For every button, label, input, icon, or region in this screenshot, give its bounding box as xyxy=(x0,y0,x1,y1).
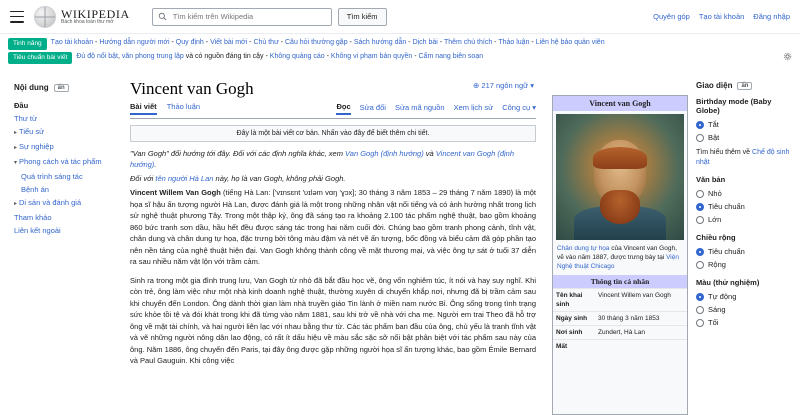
lead-paragraph-1 xyxy=(130,187,536,268)
infobox-row-death xyxy=(553,339,687,353)
radio-birthday-on[interactable] xyxy=(696,131,790,144)
globe-icon xyxy=(34,6,56,28)
namespace-tabs xyxy=(130,102,200,115)
notice-banners xyxy=(0,34,800,69)
subject-name-bold: Vincent Willem Van Gogh xyxy=(130,188,221,197)
caption-link[interactable]: Viện Nghệ thuật Chicago xyxy=(557,254,679,270)
radio-text-small[interactable] xyxy=(696,187,790,200)
article-tabs xyxy=(130,102,536,119)
radio-width-wide[interactable] xyxy=(696,258,790,271)
option-label: Tiêu chuẩn xyxy=(708,202,745,211)
infobox-value: Vincent Willem van Gogh xyxy=(598,292,671,299)
chevron-down-icon: ▾ xyxy=(532,103,536,112)
infobox-key: Mất xyxy=(556,343,568,350)
toc-hide-button[interactable]: ẩn xyxy=(54,84,69,92)
hatnote-text: . xyxy=(154,160,157,169)
chevron-right-icon: ▸ xyxy=(14,145,18,151)
banner-features xyxy=(8,38,792,50)
toc-header xyxy=(14,83,112,92)
toc-item-label: Phong cách và tác phẩm xyxy=(19,157,102,166)
option-label: Tắt xyxy=(708,120,719,129)
banner-links: Đủ độ nổi bật, văn phong trung lập và có nguồn đáng tin cậy - Không quảng cáo - Không vi phạm bản quyền - Cẩm nang biên soạn xyxy=(76,53,484,60)
toc-item-di-san[interactable] xyxy=(14,196,112,211)
banner-link[interactable]: Không quảng cáo xyxy=(269,53,325,60)
hatnote-redirect xyxy=(130,148,536,170)
hatnote-text: "Van Gogh" đổi hướng tới đây. Đối với các định nghĩa khác, xem xyxy=(130,149,346,158)
toc-item-qua-trinh-sang-tac[interactable]: Quá trình sáng tác xyxy=(21,172,83,181)
toc-item-thu-tu[interactable]: Thư từ xyxy=(14,114,37,123)
banner-link[interactable]: Dịch bài xyxy=(412,39,438,46)
portrait-hair xyxy=(593,147,647,169)
toc-item-dau[interactable]: Đầu xyxy=(14,101,29,110)
radio-icon xyxy=(696,248,704,256)
toc-item-tieu-su[interactable] xyxy=(14,125,112,140)
toc-list xyxy=(14,99,112,237)
login-link[interactable]: Đăng nhập xyxy=(753,12,790,21)
infobox-title: Vincent van Gogh xyxy=(553,96,687,111)
option-label: Rộng xyxy=(708,260,726,269)
hatnote-text: Đối với xyxy=(130,174,156,183)
infobox-value xyxy=(595,340,601,353)
top-header xyxy=(0,0,800,34)
hatnote-text: này, họ là van Gogh, không phải Gogh. xyxy=(213,174,346,183)
good-article-notice xyxy=(130,125,536,142)
radio-icon xyxy=(696,319,704,327)
radio-width-standard[interactable] xyxy=(696,245,790,258)
banner-link[interactable]: Liên hệ bảo quản viên xyxy=(535,39,605,46)
toc-item-label: Di sản và đánh giá xyxy=(19,198,82,207)
search-icon xyxy=(158,12,167,21)
banner-links: Tạo tài khoản - Hướng dẫn người mới - Quy định - Viết bài mới - Chủ thư - Câu hỏi thường gặp - Sách hướng dẫn - Dịch bài - Thêm chú thích - Thảo luận - Liên hệ bảo quản viên xyxy=(50,39,605,46)
account-links xyxy=(653,12,790,21)
tab-history[interactable]: Xem lịch sử xyxy=(453,103,494,112)
radio-color-dark[interactable] xyxy=(696,316,790,329)
infobox-caption xyxy=(553,243,687,275)
radio-icon xyxy=(696,121,704,129)
group-label-color: Màu (thử nghiệm) xyxy=(696,278,760,287)
search-button[interactable]: Tìm kiếm xyxy=(338,8,387,26)
tab-edit[interactable]: Sửa đổi xyxy=(359,103,386,112)
hatnote-dutch-name xyxy=(130,173,536,184)
banner-link[interactable]: Không vi phạm bản quyền xyxy=(330,53,413,60)
option-label: Tiêu chuẩn xyxy=(708,247,745,256)
radio-icon xyxy=(696,134,704,142)
hatnote-link[interactable]: tên người Hà Lan xyxy=(155,174,214,183)
search-input[interactable] xyxy=(171,11,326,22)
radio-color-light[interactable] xyxy=(696,303,790,316)
lead-paragraph-2: Sinh ra trong một gia đình trung lưu, Van Gogh từ nhỏ đã bắt đầu học vẽ, ông vốn nghiêm túc, ít nói và hay suy nghĩ. Khi còn trẻ, ông làm việc như một nhà kinh doanh nghệ thuật, thường xuyên di chuyển khắp nơi, nhưng đã bị trầm cảm sau khi chuyển đến London. Ông dành thời gian làm nhà truyền giáo Tin lành ở miền nam nước Bỉ. Ông sống trong tình trạng sức khỏe tồi tệ và đói khát trong khi đã từng vào năm 1881, sau khi trở về nhà với cha mẹ. Người em trai Theo đã hỗ trợ ông về mặt tài chính, và hai người liên lạc với nhau bằng thư từ. Các tác phẩm ban đầu của ông, chủ yếu là tranh tĩnh vật và vẽ những người nông dân lao động, có rất ít dấu hiệu về màu sắc sặc sỡ nổi bật phân biệt với tác phẩm sau này của ông. Năm 1886, ông chuyển đến Paris, tại đây ông được gặp những người họa sĩ ấn tượng khác, bao gồm Émile Bernard và Paul Gauguin. Khi công việc xyxy=(130,275,536,365)
banner-link[interactable]: Thêm chú thích xyxy=(443,39,493,46)
tab-tools[interactable] xyxy=(502,103,536,114)
option-label: Sáng xyxy=(708,305,726,314)
banner-link[interactable]: Câu hỏi thường gặp xyxy=(285,39,348,46)
tab-article[interactable]: Bài viết xyxy=(130,102,157,115)
view-tabs xyxy=(336,102,536,115)
banner-link[interactable]: Sách hướng dẫn xyxy=(353,39,407,46)
globe-small-icon: ⊕ xyxy=(473,81,480,90)
option-label: Tự động xyxy=(708,292,737,301)
banner-link[interactable]: Cẩm nang biên soạn xyxy=(418,53,484,60)
tab-edit-source[interactable]: Sửa mã nguồn xyxy=(394,103,445,112)
article-main xyxy=(120,69,544,415)
option-label: Nhỏ xyxy=(708,189,722,198)
radio-icon xyxy=(696,261,704,269)
page-body xyxy=(0,69,800,415)
banner-link[interactable]: Tạo tài khoản xyxy=(50,39,94,46)
appearance-panel xyxy=(688,69,800,415)
infobox-section-personal: Thông tin cá nhân xyxy=(553,275,687,288)
infobox-row-birthdate xyxy=(553,311,687,325)
toc-item-label: Sự nghiệp xyxy=(19,142,54,151)
infobox-key: Tên khai sinh xyxy=(556,292,583,308)
paragraph-text: (tiếng Hà Lan: ['vɪnsɛnt 'ʋɪləm vɑŋ 'ɣɔx]; 30 tháng 3 năm 1853 – 29 tháng 7 năm 1890) là một họa sĩ hậu ấn tượng người Hà Lan, được đánh giá là một trong những nhân vật nổi tiếng và có ảnh hưởng nhất trong lịch sử nghệ thuật phương Tây. Trong một thập kỷ, ông đã sáng tạo ra khoảng 2.100 tác phẩm nghệ thuật, bao gồm khoảng 860 bức tranh sơn dầu, hầu hết đều được sáng tác trong hai năm cuối đời. Chúng bao gồm tranh phong cảnh, tĩnh vật, chân dung và chân dung tự họa, đặc trưng bởi tông màu đậm và nét vẽ ấn tượng, bốc đồng và biểu cảm đã góp phần tạo nên nền tảng của nghệ thuật hiện đại. Van Gogh không thành công về mặt thương mại, và việc ông tự sát ở tuổi 37 diễn ra sau nhiều năm vật lộn với trầm cảm. xyxy=(130,188,536,266)
note-text: Tìm hiểu thêm về xyxy=(696,149,753,156)
tools-label: Công cụ xyxy=(502,103,531,112)
banner-link[interactable]: Chủ thư xyxy=(253,39,279,46)
portrait-beard xyxy=(600,190,640,224)
create-account-link[interactable]: Tạo tài khoản xyxy=(698,12,745,21)
toc-item-su-nghiep[interactable] xyxy=(14,140,112,155)
language-selector-button[interactable] xyxy=(473,81,534,90)
banner-tag: Tinh năng xyxy=(8,38,47,50)
radio-color-auto[interactable] xyxy=(696,290,790,303)
radio-birthday-off[interactable] xyxy=(696,118,790,131)
banner-link[interactable]: Quy định xyxy=(175,39,204,46)
banner-link[interactable]: Hướng dẫn người mới xyxy=(99,39,170,46)
caption-link[interactable]: Chân dung tự họa xyxy=(557,245,610,252)
radio-icon xyxy=(696,190,704,198)
hatnote-link[interactable]: Vincent van Gogh (định hướng) xyxy=(130,149,515,169)
option-label: Lớn xyxy=(708,215,722,224)
hamburger-icon[interactable] xyxy=(10,11,24,23)
radio-icon xyxy=(696,216,704,224)
banner-link[interactable]: Thảo luận xyxy=(498,39,530,46)
birthday-note xyxy=(696,148,790,168)
group-label-birthday: Birthday mode (Baby Globe) xyxy=(696,97,772,115)
banner-link[interactable]: Viết bài mới xyxy=(210,39,248,46)
toc-item-tham-khao[interactable]: Tham khảo xyxy=(14,213,52,222)
infobox xyxy=(552,95,688,415)
caption-text: của Vincent van Gogh, vẽ vào năm 1887, được trưng bày tại xyxy=(557,245,677,261)
option-label: Tối xyxy=(708,318,719,327)
language-count-label: 217 ngôn ngữ xyxy=(481,81,529,90)
donate-link[interactable]: Quyên góp xyxy=(653,12,690,21)
toc-item-lien-ket-ngoai[interactable]: Liên kết ngoài xyxy=(14,226,61,235)
wikipedia-logo[interactable] xyxy=(34,6,130,28)
chevron-right-icon: ▸ xyxy=(14,201,18,207)
chevron-down-icon: ▾ xyxy=(14,160,18,166)
appearance-title: Giao diện xyxy=(696,81,733,90)
search-area xyxy=(152,8,387,26)
toc-title: Nội dung xyxy=(14,83,49,92)
banner-tag: Tiêu chuẩn bài viết xyxy=(8,52,72,64)
banner-standards xyxy=(8,52,792,65)
search-box[interactable] xyxy=(152,8,332,26)
table-of-contents xyxy=(0,69,120,415)
appearance-hide-button[interactable]: ẩn xyxy=(737,82,752,90)
notice-text: Đây là một bài viết cơ bản. Nhấn vào đây để biết thêm chi tiết. xyxy=(236,130,430,137)
self-portrait-image[interactable] xyxy=(556,114,684,240)
page-title: Vincent van Gogh xyxy=(130,79,254,98)
hatnote-text: và xyxy=(423,149,436,158)
tab-read[interactable]: Đọc xyxy=(336,102,350,115)
chevron-right-icon: ▸ xyxy=(14,130,18,136)
logo-tagline: Bách khoa toàn thư mở xyxy=(61,19,114,26)
note-link[interactable]: Chế độ sinh nhật xyxy=(696,149,790,166)
option-label: Bật xyxy=(708,133,720,142)
toc-item-label: Tiểu sử xyxy=(19,127,45,136)
toc-item-benh-an[interactable]: Bệnh án xyxy=(21,185,49,194)
group-label-text: Văn bản xyxy=(696,175,726,184)
tab-talk[interactable]: Thảo luận xyxy=(166,102,201,111)
toc-item-phong-cach[interactable] xyxy=(14,155,112,170)
logo-wordmark: WIKIPEDIA xyxy=(61,6,130,21)
radio-icon xyxy=(696,306,704,314)
chevron-down-icon: ▾ xyxy=(530,81,534,90)
infobox-row-birthname xyxy=(553,288,687,311)
gear-icon[interactable] xyxy=(783,52,792,65)
banner-text: và có nguồn đáng tin cậy xyxy=(185,53,264,60)
banner-link[interactable]: văn phong trung lập xyxy=(121,53,184,60)
hatnote-link[interactable]: Van Gogh (định hướng) xyxy=(345,149,424,158)
infobox-row-birthplace xyxy=(553,325,687,339)
infobox-value: 30 tháng 3 năm 1853 xyxy=(598,315,660,322)
radio-icon xyxy=(696,203,704,211)
infobox-key: Nơi sinh xyxy=(556,329,583,336)
group-label-width: Chiều rộng xyxy=(696,233,736,242)
banner-link[interactable]: Đủ độ nổi bật xyxy=(76,53,118,60)
radio-text-large[interactable] xyxy=(696,213,790,226)
radio-icon xyxy=(696,293,704,301)
radio-text-standard[interactable] xyxy=(696,200,790,213)
appearance-header xyxy=(696,81,790,90)
infobox-value: Zundert, Hà Lan xyxy=(598,329,645,336)
infobox-key: Ngày sinh xyxy=(556,315,588,322)
